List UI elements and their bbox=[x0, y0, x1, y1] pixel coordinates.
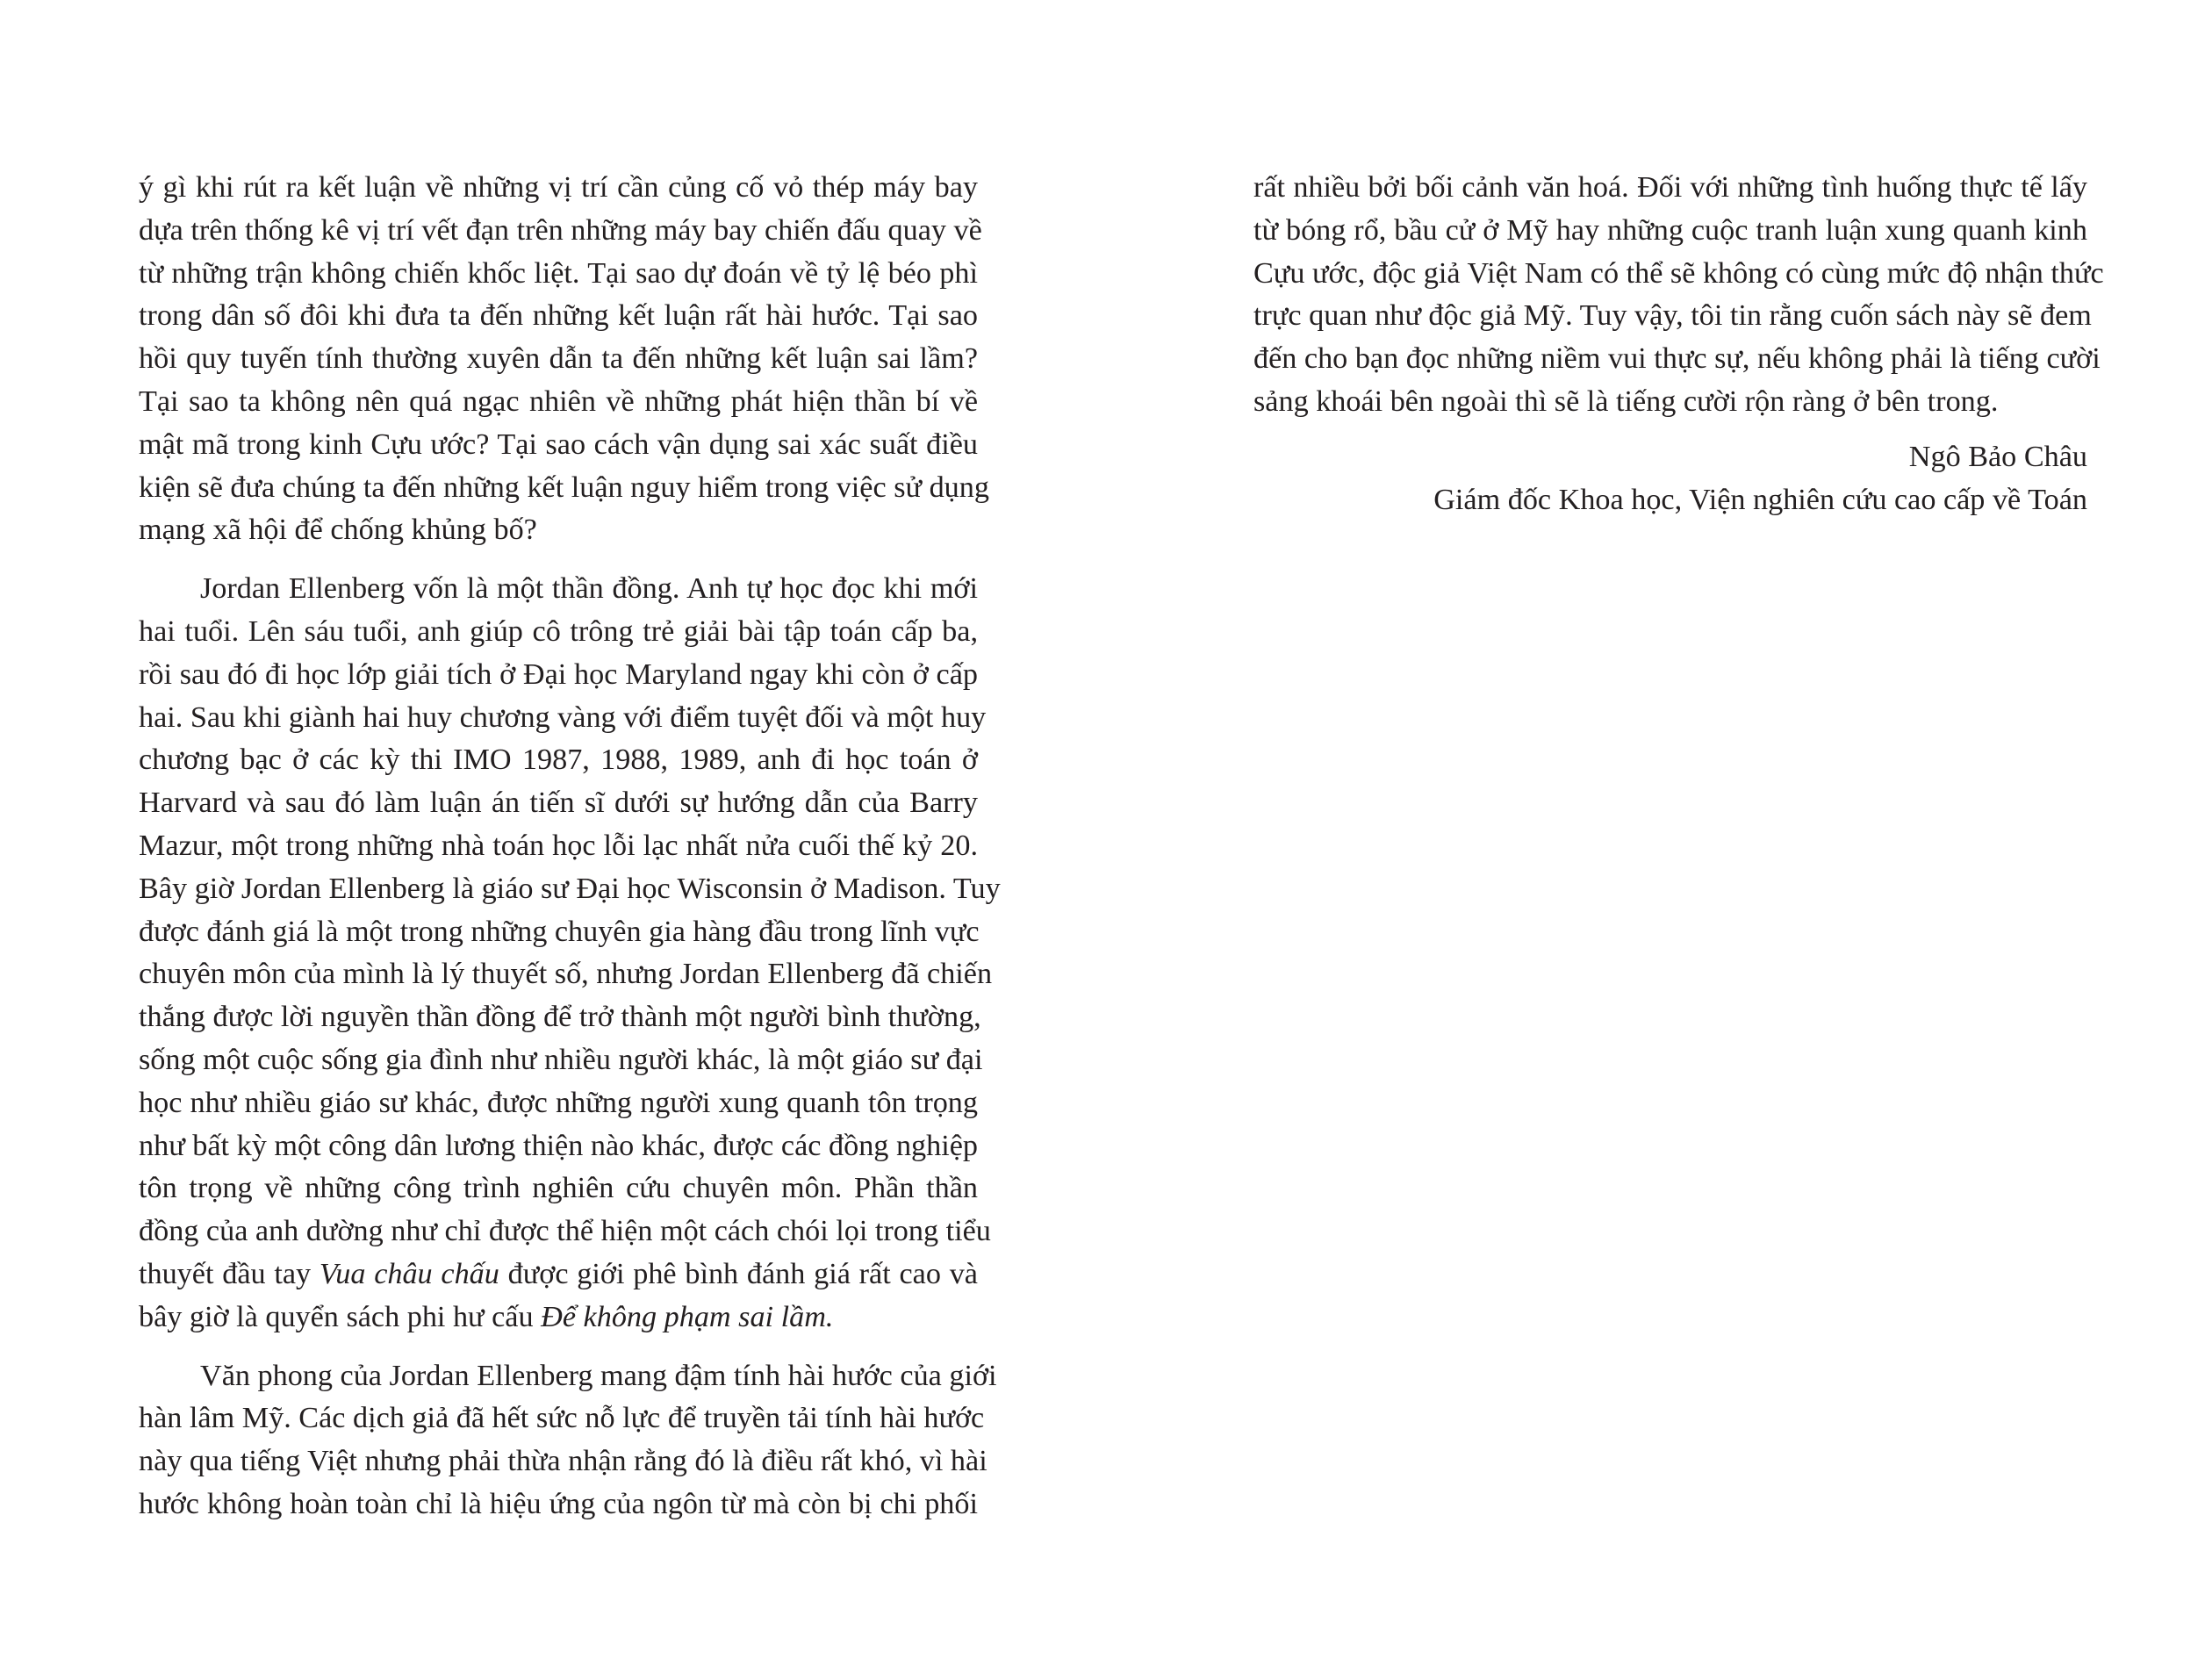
text-line: hàn lâm Mỹ. Các dịch giả đã hết sức nỗ lực để truyền tải tính hài hước bbox=[139, 1402, 985, 1435]
text-line bbox=[139, 1296, 978, 1339]
text-line: Tại sao ta không nên quá ngạc nhiên về những phát hiện thần bí về bbox=[139, 384, 978, 418]
text-line: chuyên môn của mình là lý thuyết số, nhưng Jordan Ellenberg đã chiến bbox=[139, 958, 993, 991]
text-line: ý gì khi rút ra kết luận về những vị trí cần củng cố vỏ thép máy bay bbox=[139, 171, 978, 204]
text-line: được đánh giá là một trong những chuyên gia hàng đầu trong lĩnh vực bbox=[139, 915, 980, 948]
text-line: sống một cuộc sống gia đình như nhiều người khác, là một giáo sư đại bbox=[139, 1043, 983, 1076]
text-line: kiện sẽ đưa chúng ta đến những kết luận nguy hiểm trong việc sử dụng bbox=[139, 470, 989, 504]
text-line: hước không hoàn toàn chỉ là hiệu ứng của ngôn từ mà còn bị chi phối bbox=[139, 1487, 978, 1520]
text-line: rồi sau đó đi học lớp giải tích ở Đại học Maryland ngay khi còn ở cấp bbox=[139, 657, 978, 691]
text-fragment: thuyết đầu tay bbox=[139, 1257, 320, 1290]
text-line: từ bóng rổ, bầu cử ở Mỹ hay những cuộc tranh luận xung quanh kinh bbox=[1253, 213, 2087, 247]
text-line: tôn trọng về những công trình nghiên cứu chuyên môn. Phần thần bbox=[139, 1172, 978, 1205]
signature-name: Ngô Bảo Châu bbox=[1908, 440, 2087, 473]
text-line: trực quan như độc giả Mỹ. Tuy vậy, tôi tin rằng cuốn sách này sẽ đem bbox=[1253, 299, 2092, 333]
book-title-italic: Để không phạm sai lầm. bbox=[541, 1300, 834, 1333]
text-line: từ những trận không chiến khốc liệt. Tại sao dự đoán về tỷ lệ béo phì bbox=[139, 256, 978, 290]
text-line bbox=[139, 1253, 978, 1296]
paragraph-3 bbox=[139, 1355, 997, 1526]
text-fragment: được giới phê bình đánh giá rất cao và bbox=[499, 1257, 978, 1290]
text-line: trong dân số đôi khi đưa ta đến những kết luận rất hài hước. Tại sao bbox=[139, 299, 978, 333]
text-line: chương bạc ở các kỳ thi IMO 1987, 1988, 1989, anh đi học toán ở bbox=[139, 743, 978, 777]
text-line: sảng khoái bên ngoài thì sẽ là tiếng cười rộn ràng ở bên trong. bbox=[1253, 384, 1999, 418]
left-page bbox=[139, 167, 1001, 1526]
text-line: Bây giờ Jordan Ellenberg là giáo sư Đại học Wisconsin ở Madison. Tuy bbox=[139, 872, 1001, 905]
text-fragment: bây giờ là quyển sách phi hư cấu bbox=[139, 1300, 542, 1333]
text-line: đến cho bạn đọc những niềm vui thực sự, nếu không phải là tiếng cười bbox=[1253, 342, 2101, 376]
text-line: như bất kỳ một công dân lương thiện nào khác, được các đồng nghiệp bbox=[139, 1129, 978, 1162]
text-line: Mazur, một trong những nhà toán học lỗi lạc nhất nửa cuối thế kỷ 20. bbox=[139, 829, 978, 862]
book-title-italic: Vua châu chấu bbox=[319, 1257, 499, 1290]
text-line: hai. Sau khi giành hai huy chương vàng với điểm tuyệt đối và một huy bbox=[139, 700, 987, 734]
text-line: Văn phong của Jordan Ellenberg mang đậm tính hài hước của giới bbox=[200, 1359, 997, 1392]
text-line: hai tuổi. Lên sáu tuổi, anh giúp cô trông trẻ giải bài tập toán cấp ba, bbox=[139, 614, 978, 648]
text-line: Harvard và sau đó làm luận án tiến sĩ dưới sự hướng dẫn của Barry bbox=[139, 786, 978, 820]
text-line: Jordan Ellenberg vốn là một thần đồng. Anh tự học đọc khi mới bbox=[200, 572, 978, 606]
text-line: đồng của anh dường như chỉ được thể hiện một cách chói lọi trong tiểu bbox=[139, 1215, 991, 1248]
text-line: thắng được lời nguyền thần đồng để trở thành một người bình thường, bbox=[139, 1001, 981, 1034]
text-line: học như nhiều giáo sư khác, được những người xung quanh tôn trọng bbox=[139, 1086, 978, 1119]
signature-block bbox=[1253, 436, 2087, 522]
text-line: này qua tiếng Việt nhưng phải thừa nhận rằng đó là điều rất khó, vì hài bbox=[139, 1445, 988, 1478]
right-page bbox=[1253, 167, 2104, 521]
paragraph-continued bbox=[1253, 167, 2104, 424]
text-line: dựa trên thống kê vị trí vết đạn trên những máy bay chiến đấu quay về bbox=[139, 213, 982, 247]
signature-title: Giám đốc Khoa học, Viện nghiên cứu cao cấp về Toán bbox=[1433, 483, 2087, 516]
text-line: Cựu ước, độc giả Việt Nam có thể sẽ không có cùng mức độ nhận thức bbox=[1253, 256, 2104, 290]
paragraph-2 bbox=[139, 568, 1001, 1339]
text-line: rất nhiều bởi bối cảnh văn hoá. Đối với những tình huống thực tế lấy bbox=[1253, 171, 2087, 204]
text-line: mạng xã hội để chống khủng bố? bbox=[139, 514, 537, 547]
paragraph-1 bbox=[139, 167, 989, 552]
text-line: hồi quy tuyến tính thường xuyên dẫn ta đến những kết luận sai lầm? bbox=[139, 342, 978, 376]
text-line: mật mã trong kinh Cựu ước? Tại sao cách vận dụng sai xác suất điều bbox=[139, 427, 978, 461]
